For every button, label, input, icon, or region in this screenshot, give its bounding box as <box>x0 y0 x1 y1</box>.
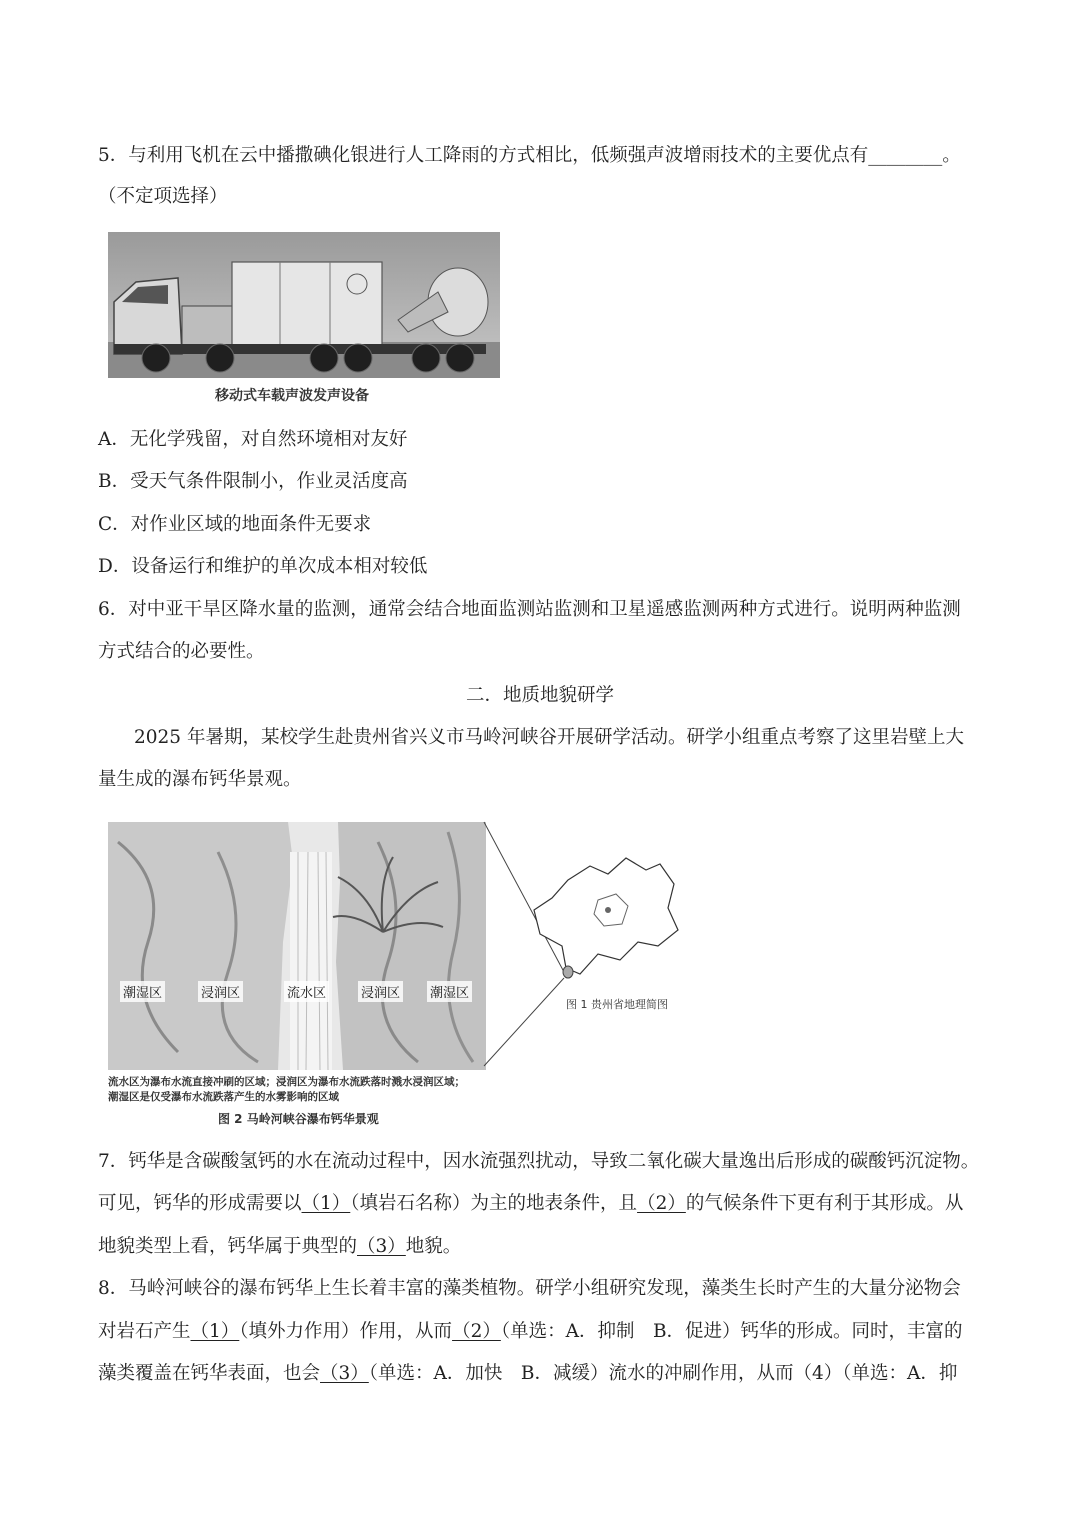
q7-text-b: （填岩石名称）为主的地表条件，且 <box>350 1193 638 1214</box>
zone-label-humid-right: 潮湿区 <box>427 981 472 1002</box>
q5-end: 。 <box>942 145 961 166</box>
q8-line3 <box>98 1362 957 1386</box>
q5-stem <box>98 144 961 168</box>
q8-text-a: 对岩石产生 <box>98 1321 191 1342</box>
q5-blank: ________ <box>868 145 943 166</box>
q8-text-e: （单选：A．加快 B．减缓）流水的冲刷作用，从而（4）（单选：A．抑 <box>368 1363 958 1384</box>
section-title: 二．地质地貌研学 <box>465 685 614 706</box>
q8-text-c: （单选：A．抑制 B．促进）钙华的形成。同时，丰富的 <box>500 1321 963 1342</box>
q8-text-d: 藻类覆盖在钙华表面，也会 <box>98 1363 321 1384</box>
q7-line3 <box>98 1235 461 1259</box>
q7-text-d: 地貌类型上看，钙华属于典型的 <box>98 1236 358 1257</box>
q8-line1: 8．马岭河峡谷的瀑布钙华上生长着丰富的藻类植物。研学小组研究发现，藻类生长时产生的大量分泌物会 <box>98 1278 961 1299</box>
q7-blank-3: （3） <box>357 1236 406 1257</box>
waterfall-illustration <box>108 822 486 1070</box>
q7-text-e: 地貌。 <box>405 1236 462 1257</box>
q6-line1: 6．对中亚干旱区降水量的监测，通常会结合地面监测站监测和卫星遥感监测两种方式进行。说明两种监测 <box>98 599 961 620</box>
zone-label-soak-left: 浸润区 <box>198 981 243 1002</box>
zone-label-flow: 流水区 <box>284 981 329 1002</box>
zone-label-humid-left: 潮湿区 <box>120 981 165 1002</box>
q7-text-a: 可见，钙华的形成需要以 <box>98 1193 302 1214</box>
q6-line2: 方式结合的必要性。 <box>98 641 265 662</box>
q8-line2 <box>98 1320 963 1344</box>
intro-line2: 量生成的瀑布钙华景观。 <box>98 769 302 790</box>
q5-option-a: A．无化学残留，对自然环境相对友好 <box>98 429 408 450</box>
q5-option-b: B．受天气条件限制小，作业灵活度高 <box>98 471 408 492</box>
q8-blank-1: （1） <box>190 1321 240 1342</box>
q7-blank-2: （2） <box>637 1193 686 1214</box>
zone-label-soak-right: 浸润区 <box>358 981 403 1002</box>
figure2-note-line2: 潮湿区是仅受瀑布水流跌落产生的水雾影响的区域 <box>108 1091 339 1103</box>
q8-blank-3: （3） <box>320 1363 369 1384</box>
truck-photo-caption: 移动式车载声波发声设备 <box>215 388 369 404</box>
q8-blank-2: （2） <box>452 1321 501 1342</box>
q7-blank-1: （1） <box>301 1193 351 1214</box>
q7-line2 <box>98 1192 963 1216</box>
q5-option-c: C．对作业区域的地面条件无要求 <box>98 514 372 535</box>
map-caption: 图 1 贵州省地理简图 <box>566 998 668 1011</box>
truck-photo <box>108 232 500 378</box>
q7-text-c: 的气候条件下更有利于其形成。从 <box>685 1193 964 1214</box>
q5-type: （不定项选择） <box>98 186 228 207</box>
q8-text-b: （填外力作用）作用，从而 <box>239 1321 453 1342</box>
guizhou-map <box>528 850 688 990</box>
q5-text: 5．与利用飞机在云中播撒碘化银进行人工降雨的方式相比，低频强声波增雨技术的主要优点有 <box>98 145 869 166</box>
q7-line1: 7．钙华是含碳酸氢钙的水在流动过程中，因水流强烈扰动，导致二氧化碳大量逸出后形成的碳酸钙沉淀物。 <box>98 1151 980 1172</box>
intro-line1: 2025 年暑期，某校学生赴贵州省兴义市马岭河峡谷开展研学活动。研学小组重点考察了这里岩壁上大 <box>134 727 964 748</box>
figure2-caption: 图 2 马岭河峡谷瀑布钙华景观 <box>218 1112 379 1126</box>
q5-option-d: D．设备运行和维护的单次成本相对较低 <box>98 556 428 577</box>
figure2-note-line1: 流水区为瀑布水流直接冲刷的区域；浸润区为瀑布水流跌落时溅水浸润区域； <box>108 1076 465 1088</box>
